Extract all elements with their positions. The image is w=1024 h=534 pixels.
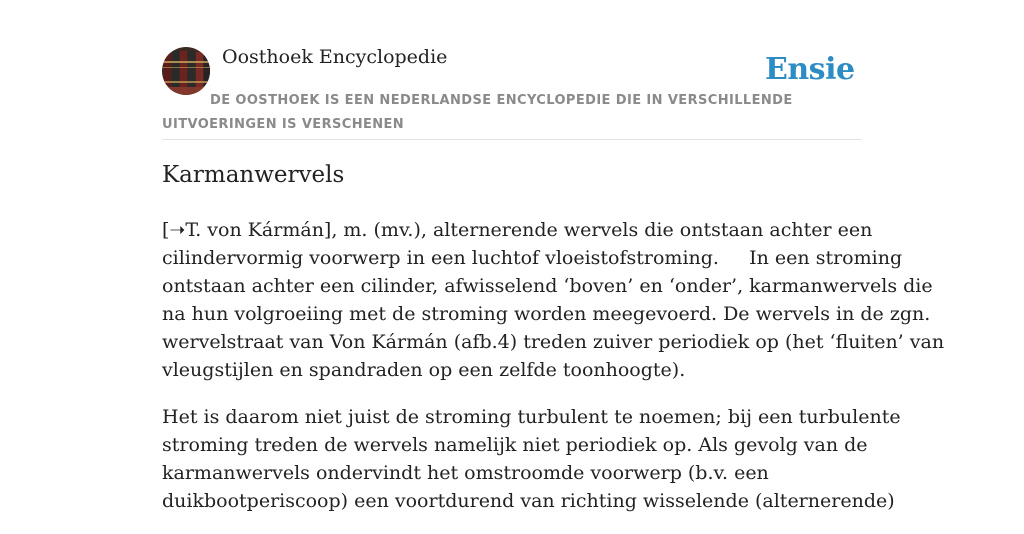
site-name-link[interactable]: Oosthoek Encyclopedie [222,46,448,68]
article-paragraph-1 [162,216,945,384]
book-spines-icon [162,47,210,95]
header-divider [162,139,862,140]
article-body [162,216,945,534]
ensie-logo[interactable]: Ensie [765,52,855,87]
paragraph-line: ontstaan achter een cilinder, afwisselend ‘boven’ en ‘onder’, karmanwervels die [162,275,933,297]
paragraph-line: cilindervormig voorwerp in een luchtof vloeistofstroming. In een stroming [162,247,903,269]
paragraph-line: stroming treden de wervels namelijk niet periodiek op. Als gevolg van de [162,434,868,456]
paragraph-line: [➝T. von Kármán], m. (mv.), alternerende wervels die ontstaan achter een [162,219,873,241]
paragraph-line: duikbootperiscoop) een voortdurend van richting wisselende (alternerende) [162,490,895,512]
encyclopedia-avatar[interactable] [162,47,210,95]
site-description: DE OOSTHOEK IS EEN NEDERLANDSE ENCYCLOPEDIE DIE IN VERSCHILLENDE UITVOERINGEN IS VERSCHENEN [162,93,793,132]
paragraph-line: vleugstijlen en spandraden op een zelfde toonhoogte). [162,359,686,381]
paragraph-line: karmanwervels ondervindt het omstroomde voorwerp (b.v. een [162,462,769,484]
paragraph-line: na hun volgroeiing met de stroming worden meegevoerd. De wervels in de zgn. [162,303,931,325]
paragraph-line: Het is daarom niet juist de stroming turbulent te noemen; bij een turbulente [162,406,901,428]
article-paragraph-2 [162,403,901,515]
article-title: Karmanwervels [162,162,345,188]
paragraph-line: wervelstraat van Von Kármán (afb.4) treden zuiver periodiek op (het ‘fluiten’ van [162,331,945,353]
